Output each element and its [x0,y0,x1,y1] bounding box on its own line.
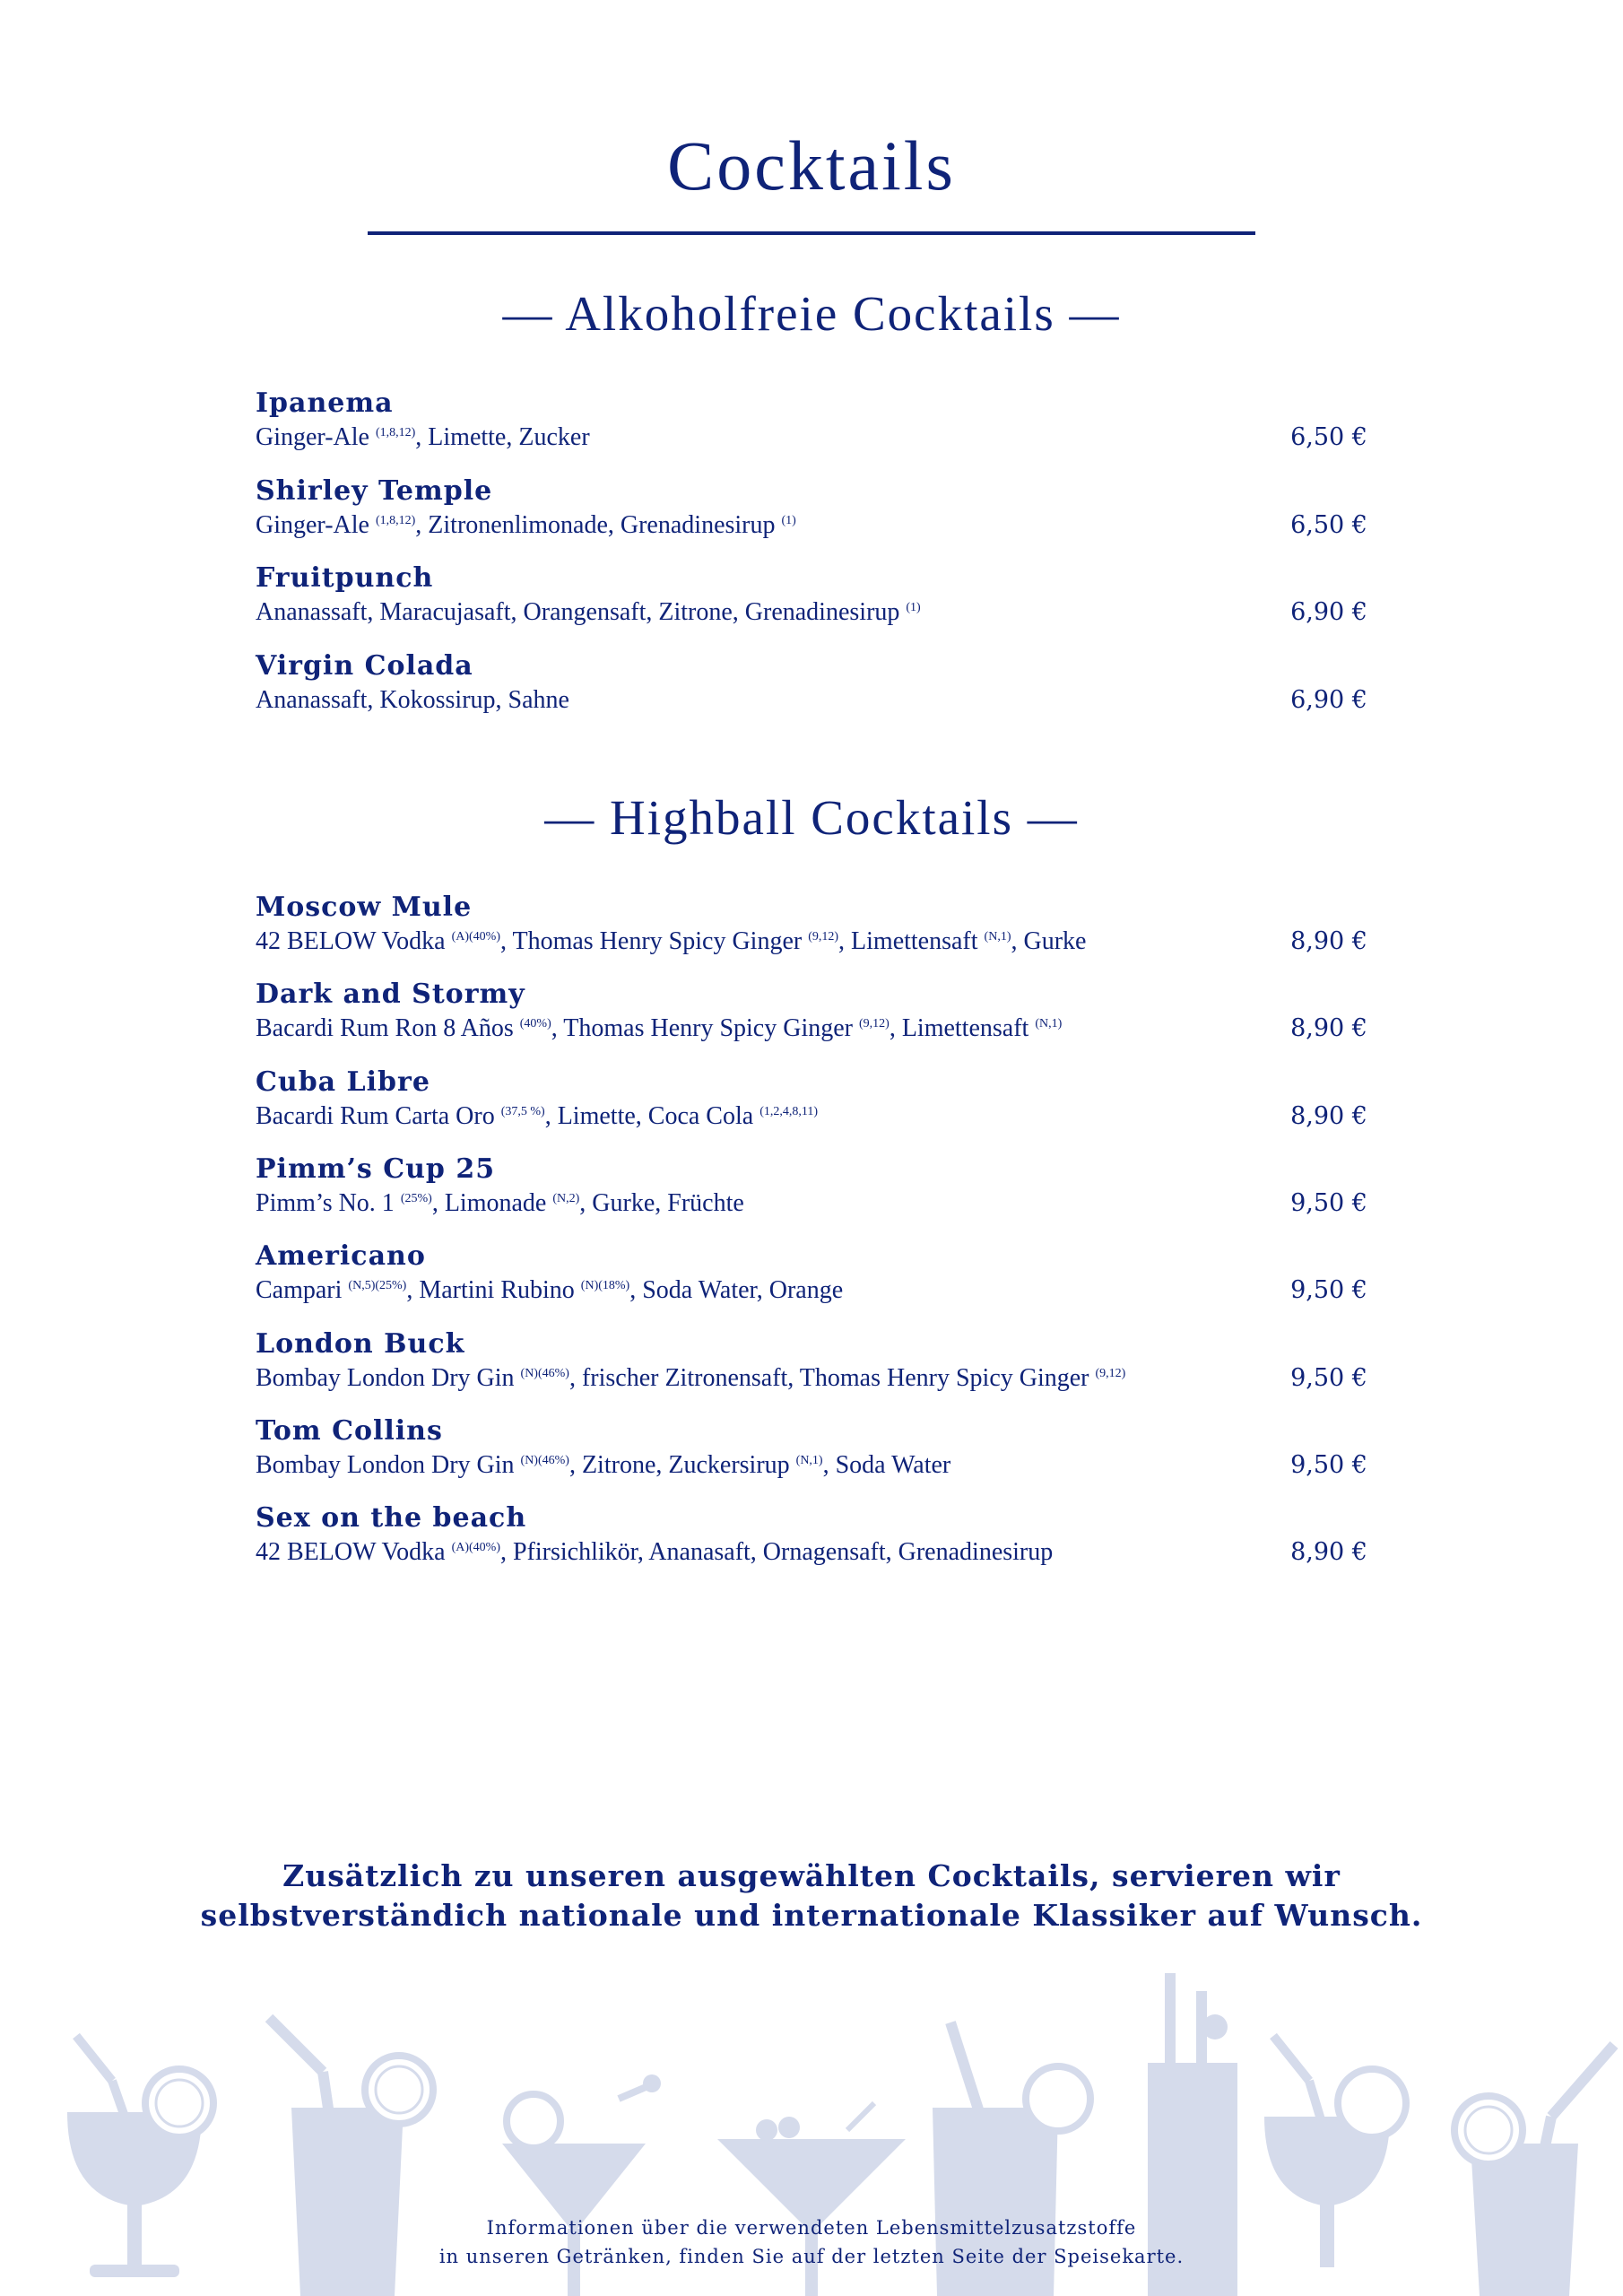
additive-note: (N)(46%) [520,1453,569,1467]
menu-item-name: Moscow Mule [256,891,473,923]
additive-note: (N,1) [984,930,1011,944]
menu-item-price: 9,50 € [1290,1363,1367,1392]
ingredient-text: Bombay London Dry Gin [256,1450,521,1479]
menu-item-description [256,1013,1242,1045]
ingredient-text: , Limette, Zucker [415,423,590,451]
menu-item-price: 6,50 € [1290,423,1367,451]
ingredient-text: , Soda Water [822,1450,951,1479]
menu-item [256,1240,1367,1326]
menu-item-name: Tom Collins [256,1414,443,1447]
menu-item-name: Shirley Temple [256,474,493,507]
additive-note: (37,5 %) [500,1104,545,1118]
ingredient-text: Ginger-Ale [256,423,376,451]
additive-note: (N,1) [795,1453,823,1467]
section-heading-highball: — Highball Cocktails — [544,790,1079,845]
footnote-line-1: Informationen über die verwendeten Lebensmittelzusatzstoffe [486,2217,1137,2239]
menu-item [256,650,1367,736]
additive-note: (1,8,12) [375,513,416,527]
ingredient-text: , Gurke [1011,927,1087,955]
menu-item-price: 8,90 € [1290,1538,1367,1567]
menu-item-name: Fruitpunch [256,562,434,594]
menu-item [256,1066,1367,1152]
menu-item-name: Sex on the beach [256,1502,527,1535]
additive-note: (1) [906,601,921,614]
ingredient-text: Campari [256,1276,349,1305]
menu-item [256,891,1367,978]
additive-note: (N,2) [552,1191,580,1205]
menu-item-price: 6,90 € [1290,598,1367,626]
ingredient-text: , Martini Rubino [406,1276,581,1305]
menu-item [256,1153,1367,1239]
ingredient-text: , Limettensaft [838,927,985,955]
ingredient-text: Ananassaft, Kokossirup, Sahne [256,685,569,714]
menu-item [256,978,1367,1065]
ingredient-text: , Pfirsichlikör, Ananasaft, Ornagensaft, Grenadinesirup [499,1538,1054,1567]
menu-item-name: Dark and Stormy [256,978,525,1011]
menu-item-price: 9,50 € [1290,1276,1367,1305]
menu-item-description [256,926,1242,958]
menu-item-name: London Buck [256,1327,465,1360]
menu-item-description [256,1362,1242,1395]
menu-item-description [256,509,1242,542]
menu-item-description [256,1449,1242,1482]
ingredient-text: , Soda Water, Orange [629,1276,844,1305]
additive-note: (1,8,12) [375,426,416,439]
menu-item-price: 9,50 € [1290,1188,1367,1217]
menu-item [256,475,1367,561]
menu-item [256,1415,1367,1501]
ingredient-text: , Gurke, Früchte [579,1188,744,1217]
ingredient-text: Bacardi Rum Ron 8 Años [256,1014,520,1043]
menu-item-description [256,684,1242,717]
menu-item-description [256,1274,1242,1307]
additive-note: (N,5)(25%) [348,1279,407,1293]
ingredient-text: , Zitrone, Zuckersirup [568,1450,796,1479]
menu-item-description [256,422,1242,454]
additive-note: (9,12) [808,930,839,944]
ingredient-text: Bombay London Dry Gin [256,1363,521,1392]
menu-item-description [256,1100,1242,1133]
menu-item-description [256,596,1242,629]
menu-item-name: Pimm’s Cup 25 [256,1152,496,1185]
additive-note: (A)(40%) [451,1541,500,1555]
closing-line-1: Zusätzlich zu unseren ausgewählten Cocktails, servieren wir [282,1858,1341,1893]
menu-item-name: Virgin Colada [256,649,473,682]
menu-item-name: Americano [256,1240,426,1273]
ingredient-text: Pimm’s No. 1 [256,1188,401,1217]
additive-note: (N)(18%) [580,1279,630,1293]
ingredient-text: 42 BELOW Vodka [256,1538,452,1567]
ingredient-text: , frischer Zitronensaft, Thomas Henry Spicy Ginger [568,1363,1096,1392]
menu-item-name: Cuba Libre [256,1065,430,1098]
additive-note: (1) [781,513,796,527]
menu-item-price: 8,90 € [1290,1101,1367,1130]
ingredient-text: , Limettensaft [889,1014,1036,1043]
additive-note: (40%) [519,1017,551,1031]
ingredient-text: , Thomas Henry Spicy Ginger [551,1014,859,1043]
additive-note: (1,2,4,8,11) [759,1104,819,1118]
title-divider [368,231,1255,235]
menu-item [256,562,1367,648]
menu-item [256,1502,1367,1588]
ingredient-text: 42 BELOW Vodka [256,927,452,955]
ingredient-text: Ananassaft, Maracujasaft, Orangensaft, Zitrone, Grenadinesirup [256,598,907,626]
ingredient-text: Bacardi Rum Carta Oro [256,1101,501,1130]
ingredient-text: , Limette, Coca Cola [544,1101,760,1130]
ingredient-text: , Thomas Henry Spicy Ginger [499,927,809,955]
menu-item-price: 9,50 € [1290,1450,1367,1479]
ingredient-text: Ginger-Ale [256,510,376,539]
menu-item-price: 8,90 € [1290,1014,1367,1043]
menu-item-description [256,1536,1242,1569]
menu-item [256,1328,1367,1414]
closing-note [0,1857,1623,1935]
menu-item-name: Ipanema [256,387,394,419]
additive-note: (A)(40%) [451,930,500,944]
footnote-line-2: in unseren Getränken, finden Sie auf der letzten Seite der Speisekarte. [438,2246,1185,2267]
ingredient-text: , Limonade [431,1188,553,1217]
additive-note: (9,12) [1095,1366,1126,1380]
ingredient-text: , Zitronenlimonade, Grenadinesirup [415,510,782,539]
additives-footnote [0,2213,1623,2271]
section-heading-alkoholfrei: — Alkoholfreie Cocktails — [502,286,1121,341]
additive-note: (N,1) [1035,1017,1063,1031]
menu-item-price: 8,90 € [1290,927,1367,955]
additive-note: (25%) [400,1191,432,1205]
closing-line-2: selbstverständich nationale und internationale Klassiker auf Wunsch. [200,1898,1423,1933]
menu-item-description [256,1187,1242,1220]
page-title: Cocktails [667,126,956,204]
additive-note: (N)(46%) [520,1366,569,1380]
additive-note: (9,12) [858,1017,890,1031]
menu-item-price: 6,50 € [1290,510,1367,539]
menu-item-price: 6,90 € [1290,685,1367,714]
menu-item [256,387,1367,474]
